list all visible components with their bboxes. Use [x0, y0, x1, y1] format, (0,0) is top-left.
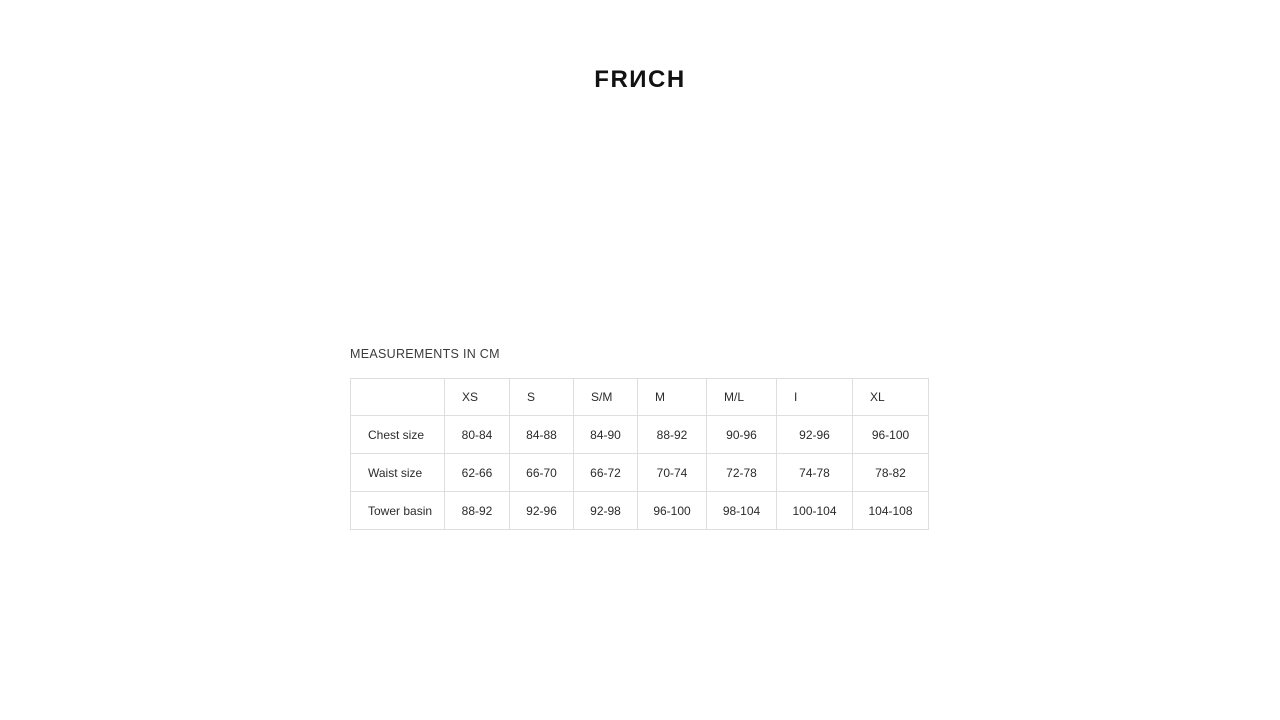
size-value-cell: 88-92: [638, 416, 707, 454]
size-value-cell: 100-104: [777, 492, 853, 530]
size-value-cell: 88-92: [445, 492, 510, 530]
size-value-cell: 66-70: [510, 454, 574, 492]
measurement-row-label: Waist size: [351, 454, 445, 492]
size-value-cell: 62-66: [445, 454, 510, 492]
size-guide-heading: MEASUREMENTS IN CM: [350, 347, 500, 361]
size-table-header-row: [351, 379, 929, 416]
size-value-cell: 70-74: [638, 454, 707, 492]
size-table-corner-cell: [351, 379, 445, 416]
size-column-header: S: [510, 379, 574, 416]
size-value-cell: 80-84: [445, 416, 510, 454]
size-column-header: I: [777, 379, 853, 416]
measurement-row-label: Tower basin: [351, 492, 445, 530]
size-table-row: [351, 454, 929, 492]
size-value-cell: 72-78: [707, 454, 777, 492]
size-column-header: XL: [853, 379, 929, 416]
size-value-cell: 74-78: [777, 454, 853, 492]
size-column-header: XS: [445, 379, 510, 416]
size-value-cell: 84-88: [510, 416, 574, 454]
size-value-cell: 78-82: [853, 454, 929, 492]
size-guide-section: [350, 347, 928, 530]
size-value-cell: 92-96: [510, 492, 574, 530]
size-column-header: M/L: [707, 379, 777, 416]
size-value-cell: 90-96: [707, 416, 777, 454]
size-value-cell: 96-100: [638, 492, 707, 530]
size-value-cell: 104-108: [853, 492, 929, 530]
size-value-cell: 84-90: [574, 416, 638, 454]
size-value-cell: 96-100: [853, 416, 929, 454]
size-value-cell: 92-98: [574, 492, 638, 530]
size-value-cell: 98-104: [707, 492, 777, 530]
size-table-row: [351, 492, 929, 530]
brand-logo: FRИCH: [594, 66, 686, 93]
size-column-header: S/M: [574, 379, 638, 416]
size-value-cell: 66-72: [574, 454, 638, 492]
brand-header: [0, 68, 1280, 92]
measurement-row-label: Chest size: [351, 416, 445, 454]
size-table: [350, 378, 929, 530]
size-column-header: M: [638, 379, 707, 416]
size-value-cell: 92-96: [777, 416, 853, 454]
size-table-row: [351, 416, 929, 454]
